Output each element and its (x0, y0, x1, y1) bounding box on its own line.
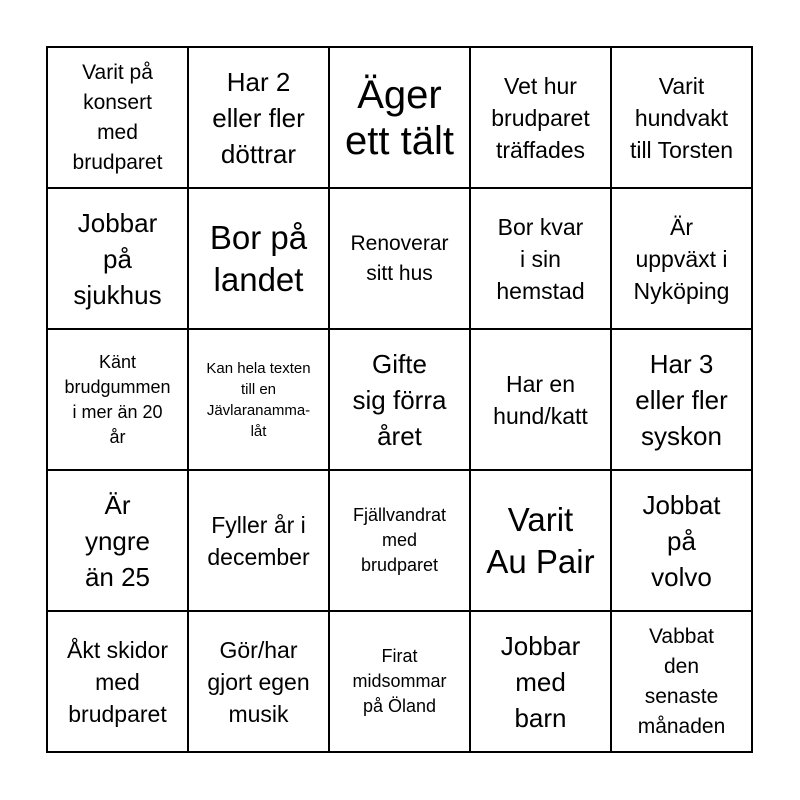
bingo-cell[interactable] (188, 47, 329, 188)
bingo-cell[interactable] (329, 611, 470, 752)
cell-text: Vet hur brudparet träffades (491, 72, 590, 163)
cell-text: Renoverar sitt hus (350, 231, 449, 285)
bingo-cell[interactable] (470, 329, 611, 470)
bingo-cell[interactable] (470, 188, 611, 329)
cell-text: Vabbat den senaste månaden (637, 624, 726, 738)
cell-text: Har 2 eller fler döttrar (212, 66, 305, 169)
cell-text: Är uppväxt i Nyköping (633, 213, 730, 304)
cell-text: Bor på landet (209, 218, 308, 298)
cell-text: Gör/har gjort egen musik (207, 636, 310, 727)
bingo-cell[interactable] (329, 329, 470, 470)
bingo-cell[interactable] (470, 47, 611, 188)
bingo-cell[interactable] (329, 47, 470, 188)
bingo-cell[interactable] (470, 470, 611, 611)
bingo-cell[interactable] (329, 188, 470, 329)
cell-text: Fjällvandrat med brudparet (352, 505, 447, 575)
bingo-cell[interactable] (470, 611, 611, 752)
bingo-cell[interactable] (188, 470, 329, 611)
cell-text: Varit hundvakt till Torsten (629, 72, 734, 163)
cell-text: Har 3 eller fler syskon (635, 348, 728, 451)
cell-text: Bor kvar i sin hemstad (496, 213, 585, 304)
cell-text: Fyller år i december (207, 511, 310, 570)
bingo-cell[interactable] (611, 611, 752, 752)
bingo-cell[interactable] (47, 470, 188, 611)
cell-text: Känt brudgummen i mer än 20 år (64, 351, 171, 447)
cell-text: Jobbar med barn (500, 630, 581, 733)
bingo-cell[interactable] (47, 329, 188, 470)
cell-text: Äger ett tält (345, 72, 454, 163)
cell-text: Åkt skidor med brudparet (67, 636, 168, 727)
cell-text: Gifte sig förra året (352, 348, 447, 451)
bingo-cell[interactable] (47, 188, 188, 329)
cell-text: Jobbar på sjukhus (73, 207, 162, 310)
bingo-cell[interactable] (611, 329, 752, 470)
bingo-cell[interactable] (329, 470, 470, 611)
bingo-cell[interactable] (47, 611, 188, 752)
bingo-cell[interactable] (188, 329, 329, 470)
cell-text: Har en hund/katt (493, 370, 588, 429)
bingo-cell[interactable] (47, 47, 188, 188)
cell-text: Kan hela texten till en Jävlaranamma- låt (206, 359, 311, 440)
bingo-cell[interactable] (188, 611, 329, 752)
cell-text: Varit på konsert med brudparet (72, 60, 163, 174)
bingo-cell[interactable] (611, 470, 752, 611)
cell-text: Varit Au Pair (486, 500, 595, 580)
bingo-cell[interactable] (611, 47, 752, 188)
cell-text: Firat midsommar på Öland (352, 646, 447, 716)
cell-text: Jobbat på volvo (642, 489, 721, 592)
cell-text: Är yngre än 25 (84, 489, 151, 592)
bingo-cell[interactable] (611, 188, 752, 329)
bingo-cell[interactable] (188, 188, 329, 329)
bingo-board (46, 46, 753, 753)
